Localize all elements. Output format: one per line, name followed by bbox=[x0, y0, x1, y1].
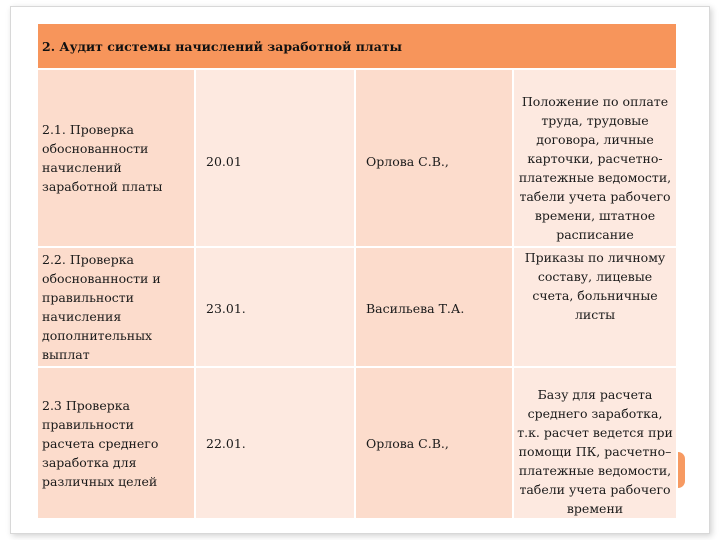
responsible-cell: Васильева Т.А. bbox=[355, 247, 513, 367]
responsible-cell: Орлова С.В., bbox=[355, 69, 513, 247]
audit-plan-table bbox=[36, 22, 678, 520]
table-header-row bbox=[37, 23, 677, 69]
task-cell: 2.1. Проверка обоснованности начислений заработной платы bbox=[37, 69, 195, 247]
task-cell: 2.3 Проверка правильности расчета среднего заработка для различных целей bbox=[37, 367, 195, 519]
table-row bbox=[37, 69, 677, 247]
documents-cell: Приказы по личному составу, лицевые счета, больничные листы bbox=[513, 247, 677, 367]
documents-cell: Базу для расчета среднего заработка, т.к. расчет ведется при помощи ПК, расчетно–платежные ведомости, табели учета рабочего времени bbox=[513, 367, 677, 519]
responsible-cell: Орлова С.В., bbox=[355, 367, 513, 519]
section-title: 2. Аудит системы начислений заработной платы bbox=[37, 23, 677, 69]
date-cell: 23.01. bbox=[195, 247, 355, 367]
date-cell: 20.01 bbox=[195, 69, 355, 247]
task-cell: 2.2. Проверка обоснованности и правильности начисления дополнительных выплат bbox=[37, 247, 195, 367]
table-row bbox=[37, 367, 677, 519]
documents-cell: Положение по оплате труда, трудовые договора, личные карточки, расчетно-платежные ведомости, табели учета рабочего времени, штатное расписание bbox=[513, 69, 677, 247]
table-row bbox=[37, 247, 677, 367]
date-cell: 22.01. bbox=[195, 367, 355, 519]
